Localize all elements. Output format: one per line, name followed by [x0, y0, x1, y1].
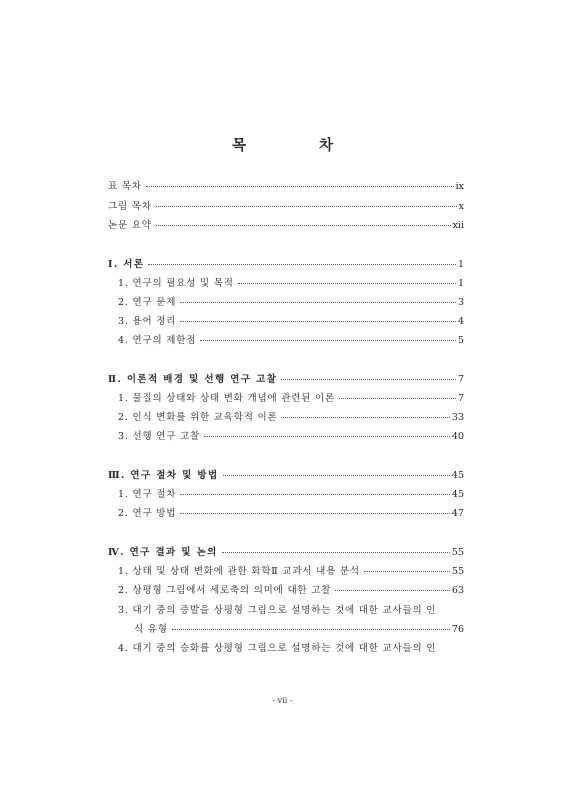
toc-section[interactable]: [118, 430, 464, 444]
toc-section[interactable]: [118, 277, 464, 291]
toc-section[interactable]: [118, 296, 464, 310]
leader-dots: [335, 590, 450, 591]
leader-dots: [180, 513, 450, 514]
leader-dots: [281, 379, 456, 380]
toc-entry-figure-list[interactable]: [108, 200, 464, 214]
leader-dots: [148, 264, 456, 265]
toc-page-number: x: [458, 201, 464, 212]
toc-page-number: 3: [457, 297, 464, 308]
toc-section[interactable]: [118, 392, 464, 406]
toc-entry-label: 그림 목차: [108, 201, 152, 212]
page-title: 목 차: [231, 137, 368, 154]
toc-section[interactable]: [118, 565, 464, 579]
leader-dots: [364, 571, 450, 572]
toc-page-number: 76: [451, 624, 464, 635]
toc-section-label: 3. 용어 정리: [118, 316, 177, 327]
toc-chapter-label: Ⅲ. 연구 절차 및 방법: [108, 470, 219, 481]
toc-section-label: 3. 선행 연구 고찰: [118, 431, 200, 442]
toc-section-label: 3. 대기 중의 증발을 상평형 그림으로 설명하는 것에 대한 교사들의 인: [118, 605, 437, 616]
toc-chapter-1[interactable]: [108, 258, 464, 272]
toc-section-label: 1. 연구 절차: [118, 489, 177, 500]
toc-entry-label: 논문 요약: [108, 220, 152, 231]
toc-section-continuation[interactable]: [134, 623, 464, 637]
toc-section-label: 4. 대기 중의 승화를 상평형 그림으로 설명하는 것에 대한 교사들의 인: [118, 643, 437, 654]
toc-page-number: 33: [451, 412, 464, 423]
toc-chapter-label: Ⅳ. 연구 결과 및 논의: [108, 547, 218, 558]
leader-dots: [180, 321, 456, 322]
toc-section-label: 2. 연구 문제: [118, 297, 177, 308]
toc-page-number: 55: [451, 566, 464, 577]
toc-section[interactable]: [118, 604, 464, 618]
toc-section[interactable]: [118, 488, 464, 502]
leader-dots: [200, 340, 456, 341]
toc-section-label: 1. 연구의 필요성 및 목적: [118, 278, 234, 289]
toc-entry-table-list[interactable]: [108, 180, 464, 194]
toc-page-number: ix: [455, 181, 464, 192]
toc-page-number: 55: [451, 547, 464, 558]
toc-chapter-4[interactable]: [108, 546, 464, 560]
toc-section[interactable]: [118, 584, 464, 598]
toc-chapter-3[interactable]: [108, 469, 464, 483]
leader-dots: [281, 417, 449, 418]
toc-page-number: 5: [457, 335, 464, 346]
toc-section[interactable]: [118, 642, 464, 656]
toc-page-number: 63: [451, 585, 464, 596]
toc-entry-label: 표 목차: [108, 181, 142, 192]
toc-page-number: 1: [457, 259, 464, 270]
toc-section-label: 2. 연구 방법: [118, 508, 177, 519]
toc-page-number: 40: [451, 431, 464, 442]
leader-dots: [146, 186, 454, 187]
leader-dots: [222, 552, 450, 553]
leader-dots: [339, 398, 456, 399]
leader-dots: [156, 225, 451, 226]
toc-page-number: 7: [457, 374, 464, 385]
toc-page-number: 1: [457, 278, 464, 289]
toc-section[interactable]: [118, 507, 464, 521]
toc-page-number: 47: [451, 508, 464, 519]
toc-section[interactable]: [118, 334, 464, 348]
leader-dots: [156, 206, 457, 207]
leader-dots: [172, 629, 450, 630]
toc-section[interactable]: [118, 315, 464, 329]
leader-dots: [180, 302, 456, 303]
toc-section-label: 4. 연구의 제한점: [118, 335, 197, 346]
toc-section-label: 1. 상태 및 상태 변화에 관한 화학Ⅱ 교과서 내용 분석: [118, 566, 360, 577]
toc-chapter-label: Ⅰ. 서론: [108, 259, 145, 270]
toc-chapter-2[interactable]: [108, 373, 464, 387]
toc-section[interactable]: [118, 411, 464, 425]
leader-dots: [223, 475, 450, 476]
toc-page-number: 45: [451, 470, 464, 481]
toc-section-label: 2. 상평형 그림에서 세로축의 의미에 대한 고찰: [118, 585, 332, 596]
toc-page-number: 45: [451, 489, 464, 500]
leader-dots: [180, 494, 450, 495]
toc-entry-abstract[interactable]: [108, 219, 464, 233]
leader-dots: [238, 283, 456, 284]
toc-page-number: 7: [457, 393, 464, 404]
page-number-footer: - vii -: [272, 696, 293, 705]
toc-chapter-label: Ⅱ. 이론적 배경 및 선행 연구 고찰: [108, 374, 278, 385]
toc-page-number: xii: [452, 220, 464, 231]
leader-dots: [204, 436, 450, 437]
toc-section-label: 2. 인식 변화를 위한 교육학적 이론: [118, 412, 278, 423]
toc-section-label: 식 유형: [134, 624, 168, 635]
toc-section-label: 1. 물질의 상태와 상태 변화 개념에 관련된 이론: [118, 393, 335, 404]
toc-page-number: 4: [457, 316, 464, 327]
